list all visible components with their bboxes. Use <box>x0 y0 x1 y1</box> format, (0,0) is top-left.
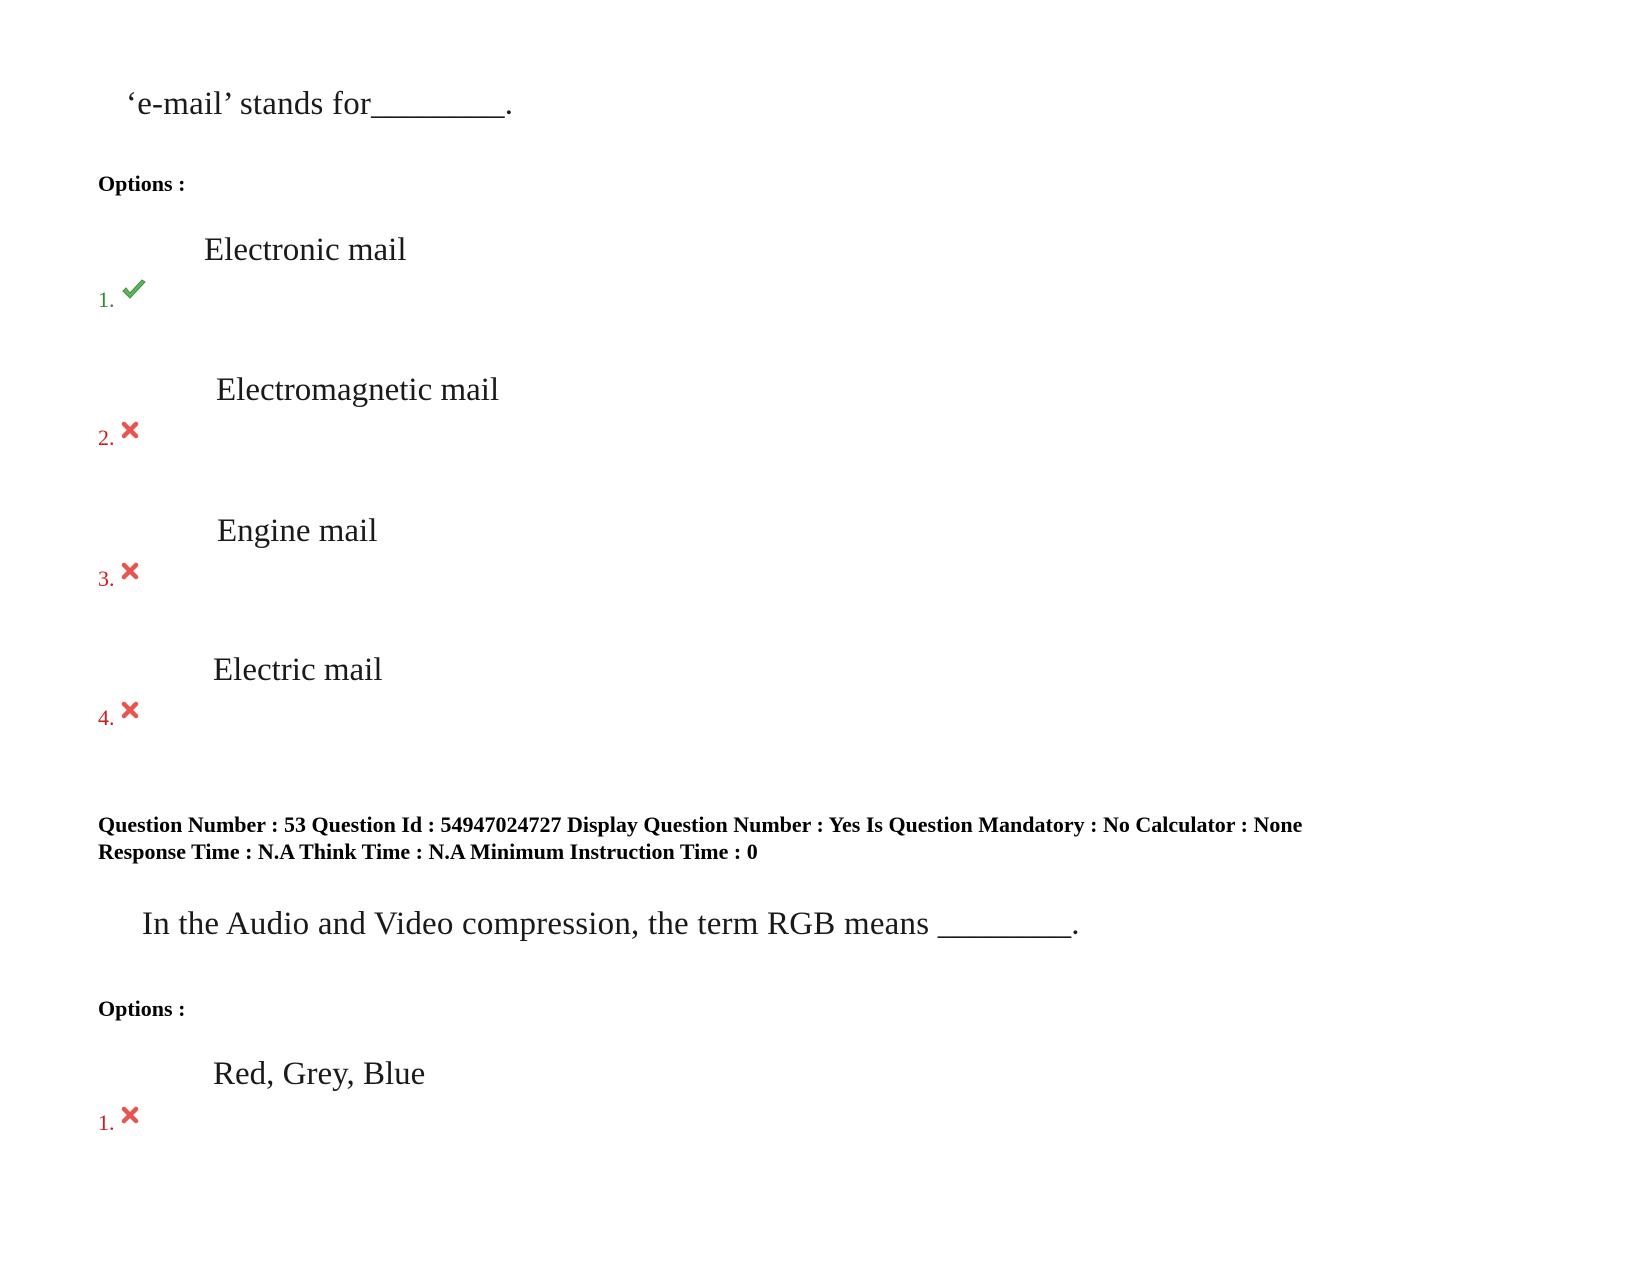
cross-icon <box>121 1104 139 1130</box>
options-label: Options : <box>98 171 186 196</box>
option-number-label: 2. <box>98 425 115 450</box>
cross-icon <box>121 560 139 586</box>
question-text: In the Audio and Video compression, the term RGB means ________. <box>142 906 1080 942</box>
option-number <box>98 285 147 313</box>
option-number <box>98 1110 139 1136</box>
option-number-label: 1. <box>98 287 115 312</box>
option-text: Electronic mail <box>204 232 407 268</box>
question-meta-line: Question Number : 53 Question Id : 54947024727 Display Question Number : Yes Is Question Mandatory : No Calculator : None <box>98 812 1303 837</box>
cross-icon <box>121 419 139 445</box>
question-meta <box>98 811 1302 865</box>
option-number-label: 4. <box>98 705 115 730</box>
option-number-label: 3. <box>98 566 115 591</box>
check-icon <box>121 279 147 307</box>
option-text: Red, Grey, Blue <box>213 1056 426 1092</box>
option-text: Engine mail <box>217 513 378 549</box>
option-number <box>98 566 139 592</box>
option-text: Electromagnetic mail <box>216 372 500 408</box>
question-text: ‘e-mail’ stands for________. <box>126 86 514 122</box>
option-number-label: 1. <box>98 1110 115 1135</box>
options-label: Options : <box>98 996 186 1021</box>
cross-icon <box>121 699 139 725</box>
question-meta-line: Response Time : N.A Think Time : N.A Minimum Instruction Time : 0 <box>98 839 758 864</box>
option-text: Electric mail <box>213 652 383 688</box>
option-number <box>98 705 139 731</box>
option-number <box>98 425 139 451</box>
